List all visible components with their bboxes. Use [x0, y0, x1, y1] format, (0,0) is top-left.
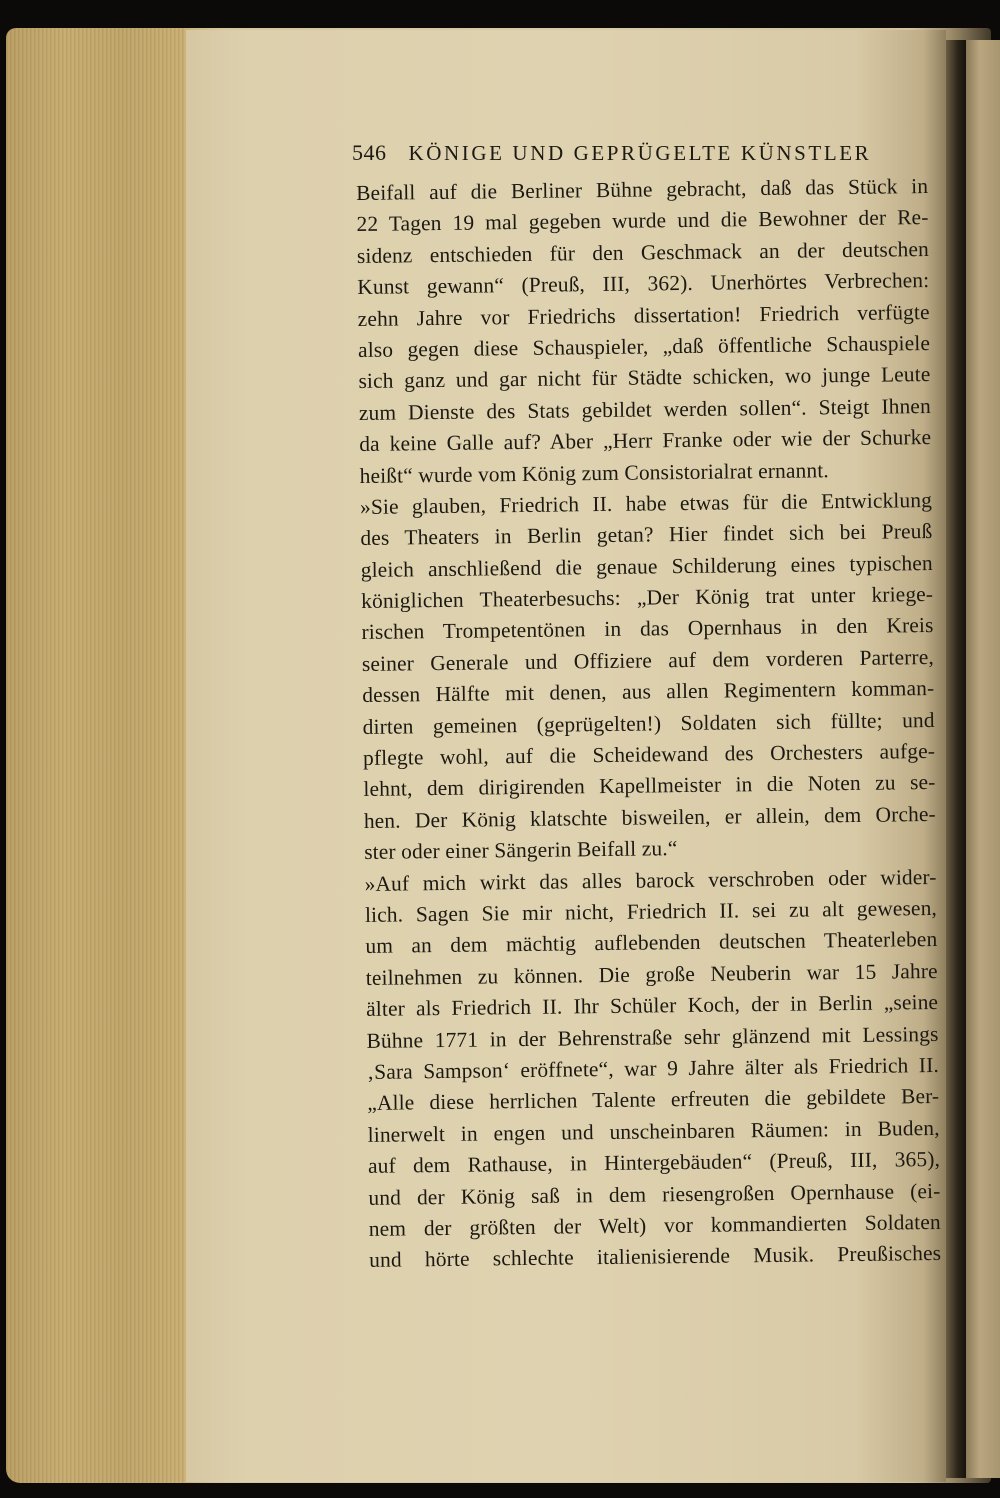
text-line: dirten gemeinen (geprügelten!) Soldaten sich füllte; und [362, 707, 935, 739]
text-line: lich. Sagen Sie mir nicht, Friedrich II. sei zu alt gewesen, [364, 895, 938, 927]
text-line: hen. Der König klatschte bisweilen, er allein, dem Orche- [363, 801, 936, 833]
body-text [356, 171, 941, 1277]
running-title: KÖNIGE UND GEPRÜGELTE KÜNSTLER [408, 141, 872, 165]
text-line: Kunst gewann“ (Preuß, III, 362). Unerhörtes Verbrechen: [357, 268, 930, 300]
running-header [352, 140, 912, 174]
text-line: zehn Jahre vor Friedrichs dissertation! Friedrich verfügte [357, 299, 930, 331]
gutter-shadow [946, 40, 966, 1478]
text-line: teilnehmen zu können. Die große Neuberin war 15 Jahre [365, 958, 938, 990]
text-line: heißt“ wurde vom König zum Consistorialrat ernannt. [359, 457, 829, 488]
text-line: Bühne 1771 in der Behrenstraße sehr glänzend mit Lessings [366, 1021, 939, 1053]
text-line: gleich anschließend die genaue Schilderung eines typischen [360, 550, 933, 582]
text-line: pflegte wohl, auf die Scheidewand des Orchesters aufge- [362, 739, 936, 770]
text-line: also gegen diese Schauspieler, „daß öffentliche Schauspiele [357, 330, 931, 362]
text-line: sidenz entschieden für den Geschmack an der deutschen [356, 236, 930, 268]
text-line: sich ganz und gar nicht für Städte schicken, wo junge Leute [358, 362, 931, 394]
text-line: auf dem Rathause, in Hintergebäuden“ (Preuß, III, 365), [367, 1147, 941, 1179]
page-edges [6, 28, 186, 1483]
text-line: »Sie glauben, Friedrich II. habe etwas für die Entwicklung [359, 487, 933, 519]
text-line: Beifall auf die Berliner Bühne gebracht, daß das Stück in [356, 174, 929, 205]
text-line: lehnt, dem dirigirenden Kapellmeister in die Noten zu se- [363, 770, 936, 802]
text-line: und hörte schlechte italienisierende Musik. Preußisches [369, 1241, 942, 1273]
text-line: linerwelt in engen und unscheinbaren Räumen: in Buden, [367, 1115, 940, 1147]
text-line: zum Dienste des Stats gebildet werden sollen“. Steigt Ihnen [358, 393, 931, 425]
text-line: ‚Sara Sampson‘ eröffnete“, war 9 Jahre älter als Friedrich II. [366, 1052, 940, 1084]
page-number: 546 [352, 140, 387, 165]
text-line: „Alle diese herrlichen Talente erfreuten die gebildete Ber- [367, 1084, 940, 1116]
text-line: ster oder einer Sängerin Beifall zu.“ [364, 836, 678, 865]
text-line: um an dem mächtig auflebenden deutschen Theaterleben [365, 927, 938, 959]
text-line: da keine Galle auf? Aber „Herr Franke oder wie der Schurke [359, 425, 932, 457]
text-line: königlichen Theaterbesuchs: „Der König trat unter kriege- [361, 582, 934, 614]
facing-page-edge [966, 40, 1000, 1478]
text-line: nem der größten der Welt) vor kommandierten Soldaten [368, 1209, 941, 1241]
text-line: älter als Friedrich II. Ihr Schüler Koch, der in Berlin „seine [366, 990, 939, 1022]
text-line: dessen Hälfte mit denen, aus allen Regimentern komman- [362, 676, 935, 708]
text-line: rischen Trompetentönen in das Opernhaus in den Kreis [361, 613, 934, 645]
text-line: des Theaters in Berlin getan? Hier findet sich bei Preuß [360, 519, 933, 551]
text-line: 22 Tagen 19 mal gegeben wurde und die Bewohner der Re- [356, 205, 929, 237]
text-line: und der König saß in dem riesengroßen Opernhause (ei- [368, 1178, 941, 1210]
text-line: »Auf mich wirkt das alles barock verschroben oder wider- [364, 864, 937, 896]
text-line: seiner Generale und Offiziere auf dem vorderen Parterre, [361, 644, 935, 676]
